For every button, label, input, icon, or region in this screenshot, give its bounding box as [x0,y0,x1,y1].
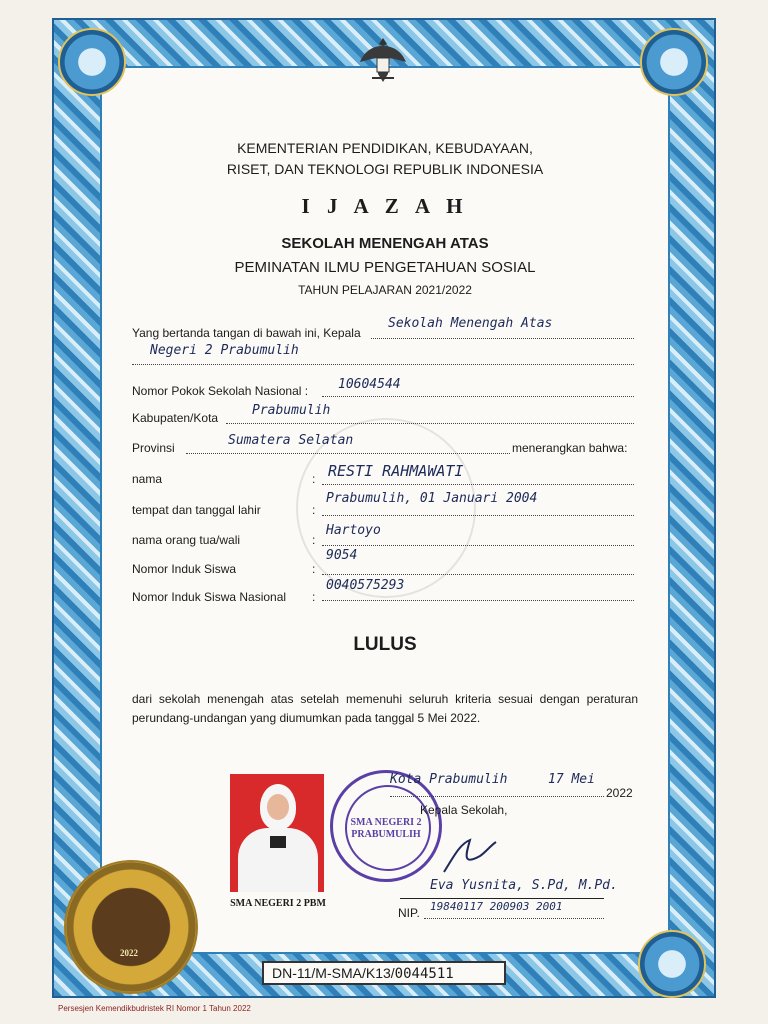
footer-note: Persesjen Kemendikbudristek RI Nomor 1 Tahun 2022 [58,1004,251,1013]
gold-seal-icon [64,860,198,994]
colon: : [312,562,316,576]
dotted-line [322,515,634,516]
result-statement: dari sekolah menengah atas setelah memenuhi seluruh kriteria sesuai dengan peraturan perundang-undangan yang diumumkan pada tanggal 5 Mei 2022. [132,692,638,725]
province-suffix: menerangkan bahwa: [512,441,628,455]
dotted-line [424,918,604,919]
dotted-line [226,423,634,424]
signature-date: 17 Mei [548,772,595,787]
stamp-line-1: SMA NEGERI 2 [350,817,422,828]
name-value: RESTI RAHMAWATI [328,462,464,480]
document-title: I J A Z A H [301,194,469,218]
academic-year: TAHUN PELAJARAN 2021/2022 [298,283,472,297]
nip-label: NIP. [398,906,420,920]
ministry-line-2: RISET, DAN TEKNOLOGI REPUBLIK INDONESIA [226,161,544,177]
nis-value: 9054 [326,548,358,563]
stamp-line-2: PRABUMULIH [351,829,421,840]
signature-scribble-icon [440,836,500,880]
principal-name: Eva Yusnita, S.Pd, M.Pd. [430,878,618,893]
dotted-line [132,364,634,365]
student-photo [230,774,324,892]
photo-caption: SMA NEGERI 2 PBM [230,898,326,909]
nis-label: Nomor Induk Siswa [132,562,237,576]
nisn-value: 0040575293 [326,578,405,593]
npsn-label: Nomor Pokok Sekolah Nasional : [132,384,309,398]
dotted-line [322,574,634,575]
dotted-line [322,396,634,397]
gold-seal-year: 2022 [120,948,138,958]
photo-face [267,794,289,820]
stamp-inner-ring [345,785,431,871]
npsn-value: 10604544 [338,377,401,392]
school-level: SEKOLAH MENENGAH ATAS [281,235,489,252]
dotted-line [322,545,634,546]
ministry-line-1: KEMENTERIAN PENDIDIKAN, KEBUDAYAAN, [237,140,533,156]
colon: : [312,533,316,547]
colon: : [312,590,316,604]
signature-underline [400,898,604,899]
signature-year: 2022 [606,786,633,800]
signature-city: Kota Prabumulih [390,772,508,787]
regency-label: Kabupaten/Kota [132,411,219,425]
serial-prefix: DN-11/M-SMA/K13/ [272,965,395,981]
dotted-line [371,338,634,339]
corner-ornament-icon [638,930,706,998]
signed-label: Yang bertanda tangan di bawah ini, Kepala [132,326,361,340]
parent-value: Hartoyo [326,523,381,538]
corner-ornament-icon [58,28,126,96]
corner-ornament-icon [640,28,708,96]
colon: : [312,503,316,517]
nisn-label: Nomor Induk Siswa Nasional [132,590,287,604]
province-value: Sumatera Selatan [228,433,354,448]
province-label: Provinsi [132,441,175,455]
dotted-line [322,484,634,485]
program-name: PEMINATAN ILMU PENGETAHUAN SOSIAL [234,259,536,276]
birth-value: Prabumulih, 01 Januari 2004 [326,491,538,506]
serial-number-box [262,961,506,985]
photo-tie [270,836,286,848]
school-name-1: Sekolah Menengah Atas [388,316,553,331]
dotted-line [390,796,604,797]
regency-value: Prabumulih [252,403,331,418]
birth-label: tempat dan tanggal lahir [132,503,261,517]
school-name-2: Negeri 2 Prabumulih [150,343,299,358]
nip-value: 19840117 200903 2001 [430,900,563,913]
dotted-line [322,600,634,601]
signature-role: Kepala Sekolah, [420,803,508,817]
parent-label: nama orang tua/wali [132,533,241,547]
serial-number: 0044511 [394,966,454,982]
dotted-line [186,453,510,454]
ministry-heading [100,138,670,180]
name-label: nama [132,472,163,486]
colon: : [312,472,316,486]
garuda-emblem-icon [358,34,408,86]
result-status: LULUS [353,634,417,655]
